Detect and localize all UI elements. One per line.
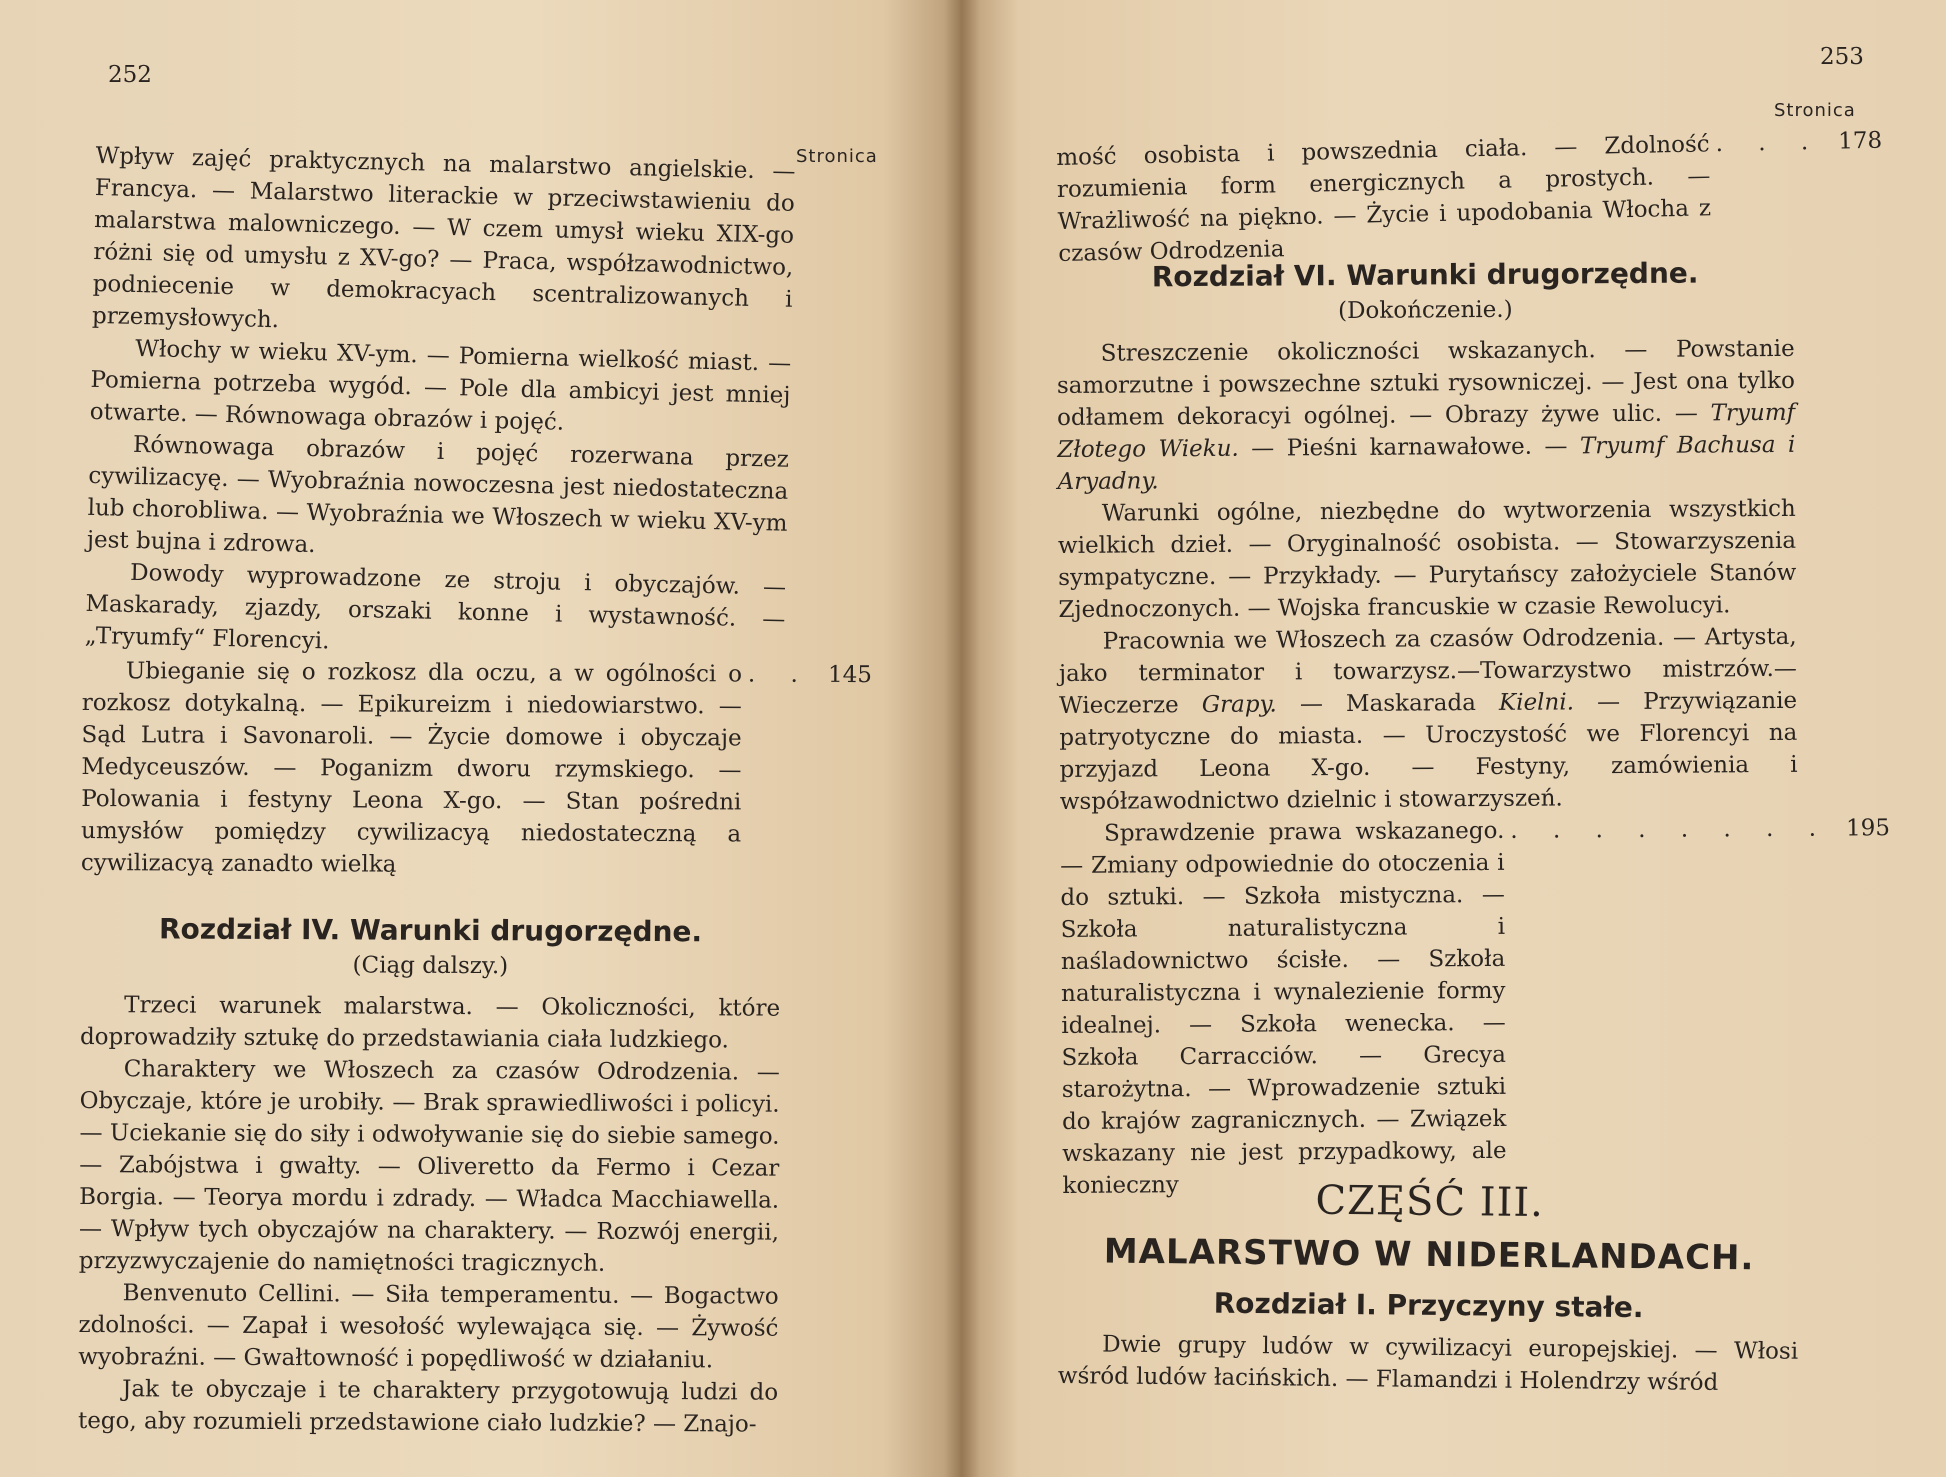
- toc-page-number: 145: [827, 661, 872, 689]
- toc-block-middle: [1056, 252, 1893, 1202]
- toc-paragraph: Trzeci warunek malarstwa. — Okoliczności, które doprowadziły sztukę do przedstawiania ciała ludzkiego.: [79, 992, 781, 1054]
- toc-paragraph: Wpływ zajęć praktycznych na malarstwo angielskie. — Francya. — Malarstwo literackie w przeciwstawieniu do malarstwa malowniczego. — W czem umysł wieku XIX-go różni się od umysłu z XV-go? — Praca, współzawodnictwo, podniecenie w demokracyach scentralizowanych i przemysłowych.: [91, 142, 796, 334]
- toc-paragraph: Jak te obyczaje i te charaktery przygotowują ludzi do tego, aby rozumieli przedstawione ciało ludzkie? — Znajo-: [77, 1376, 779, 1438]
- toc-block-middle: [78, 655, 872, 1441]
- toc-paragraph: Benvenuto Cellini. — Siła temperamentu. — Bogactwo zdolności. — Zapał i wesołość wylewająca się. — Żywość wyobraźni. — Gwałtowność i popędliwość w działaniu.: [78, 1280, 779, 1374]
- leader-dots: . . .: [1715, 128, 1823, 158]
- chapter-subheading: (Dokończenie.): [1338, 296, 1513, 325]
- part-block: [1058, 1170, 1800, 1400]
- toc-entry: [1060, 812, 1893, 1202]
- toc-paragraph: Równowaga obrazów i pojęć rozerwana przez cywilizacyę. — Wyobraźnia nowoczesna jest niedostateczna lub chorobliwa. — Wyobraźnia we Włoszech w wieku XV-ym jest bujna i zdrowa.: [86, 431, 790, 559]
- toc-entry-text: mość osobista i powszednia ciała. — Zdolność rozumienia form energicznych a prostych. — Wrażliwość na piękno. — Życie i upodobania Włocha z czasów Odrodzenia: [1056, 131, 1712, 267]
- toc-paragraph: Dowody wyprowadzone ze stroju i obyczajów. — Maskarady, zjazdy, orszaki konne i wystawność. — „Tryumfy“ Florencyi.: [84, 559, 787, 655]
- toc-entry: [81, 655, 872, 883]
- toc-paragraph: Streszczenie okoliczności wskazanych. — Powstanie samorzutne i powszechne sztuki rysowniczej. — Jest ona tylko odłamem dekoracyi ogólnej. — Obrazy żywe ulic. — Tryumf Złotego Wieku. — Pieśni karnawałowe. — Tryumf Bachusa i Aryadny.: [1056, 335, 1796, 495]
- toc-entry: [1056, 125, 1884, 270]
- toc-block-top: [84, 140, 795, 668]
- italic-title: Kielni.: [1498, 689, 1575, 716]
- chapter-heading: Rozdział I. Przyczyny stałe.: [1213, 1286, 1644, 1325]
- page-number: 253: [1820, 44, 1864, 70]
- toc-page-number: 178: [1837, 127, 1883, 155]
- chapter-heading: Rozdział IV. Warunki drugorzędne.: [158, 912, 703, 949]
- toc-entry-text: Ubieganie się o rozkosz dla oczu, a w ogólności o rozkosz dotykalną. — Epikureizm i niedowiarstwo. — Sąd Lutra i Savonaroli. — Życie domowe i obyczaje Medyceuszów. — Poganizm dworu rzymskiego. — Polowania i festyny Leona X-go. — Stan pośredni umysłów pomiędzy cywilizacyą niedostateczną a cywilizacyą zanadto wielką: [80, 658, 743, 878]
- toc-paragraph: Warunki ogólne, niezbędne do wytworzenia wszystkich wielkich dzieł. — Oryginalność osobista. — Stowarzyszenia sympatyczne. — Przykłady. — Purytańscy założyciele Stanów Zjednoczonych. — Wojska francuskie w czasie Rewolucyi.: [1057, 495, 1797, 623]
- toc-page-number: 195: [1846, 815, 1891, 842]
- toc-paragraph: Włochy w wieku XV-ym. — Pomierna wielkość miast. — Pomierna potrzeba wygód. — Pole dla ambicyi jest mniej otwarte. — Równowaga obrazów i pojęć.: [89, 335, 792, 436]
- column-header-stronica: Stronica: [796, 146, 878, 167]
- leader-dots: . .: [747, 661, 812, 688]
- toc-block-top: [1056, 125, 1884, 270]
- leader-dots: . . . . . . . .: [1510, 815, 1831, 844]
- italic-title: Tryumf Bachusa i Aryadny.: [1057, 431, 1796, 495]
- toc-paragraph: Dwie grupy ludów w cywilizacyi europejskiej. — Włosi wśród ludów łacińskich. — Flamandzi i Holendrzy wśród: [1057, 1331, 1799, 1396]
- right-page: [960, 0, 1946, 1477]
- toc-paragraph: Charaktery we Włoszech za czasów Odrodzenia. — Obyczaje, które je urobiły. — Brak sprawiedliwości i policyi. — Uciekanie się do siły i odwoływanie się do siebie samego. — Zabójstwa i gwałty. — Oliveretto da Fermo i Cezar Borgia. — Teorya mordu i zdrady. — Władca Macchiawella. — Wpływ tych obyczajów na charaktery. — Rozwój energii, przyzwyczajenie do namiętności tragicznych.: [78, 1056, 780, 1277]
- italic-title: Grapy.: [1201, 691, 1277, 718]
- page-number: 252: [108, 62, 152, 88]
- toc-entry-text: Sprawdzenie prawa wskazanego. — Zmiany odpowiednie do otoczenia i do sztuki. — Szkoła mistyczna. — Szkoła naturalistyczna i naśladownictwo ścisłe. — Szkoła naturalistyczna i wynalezienie formy idealnej. — Szkoła wenecka. — Szkoła Carracciów. — Grecya starożytna. — Wprowadzenie sztuki do krajów zagranicznych. — Związek wskazany nie jest przypadkowy, ale konieczny: [1060, 817, 1507, 1199]
- part-title: MALARSTWO W NIDERLANDACH.: [1103, 1231, 1755, 1279]
- chapter-subheading: (Ciąg dalszy.): [352, 952, 509, 980]
- left-page: [0, 0, 960, 1477]
- chapter-heading: Rozdział VI. Warunki drugorzędne.: [1151, 256, 1699, 294]
- column-header-stronica: Stronica: [1774, 100, 1856, 121]
- part-heading: CZĘŚĆ III.: [1315, 1177, 1545, 1227]
- toc-paragraph: Pracownia we Włoszech za czasów Odrodzenia. — Artysta, jako terminator i towarzysz.—Towarzystwo mistrzów.— Wieczerze Grapy. — Maskarada Kielni. — Przywiązanie patryotyczne do miasta. — Uroczystość we Florencyi na przyjazd Leona X-go. — Festyny, zamówienia i współzawodnictwo dzielnic i stowarzyszeń.: [1058, 623, 1798, 815]
- italic-title: Tryumf Złotego Wieku.: [1057, 399, 1796, 463]
